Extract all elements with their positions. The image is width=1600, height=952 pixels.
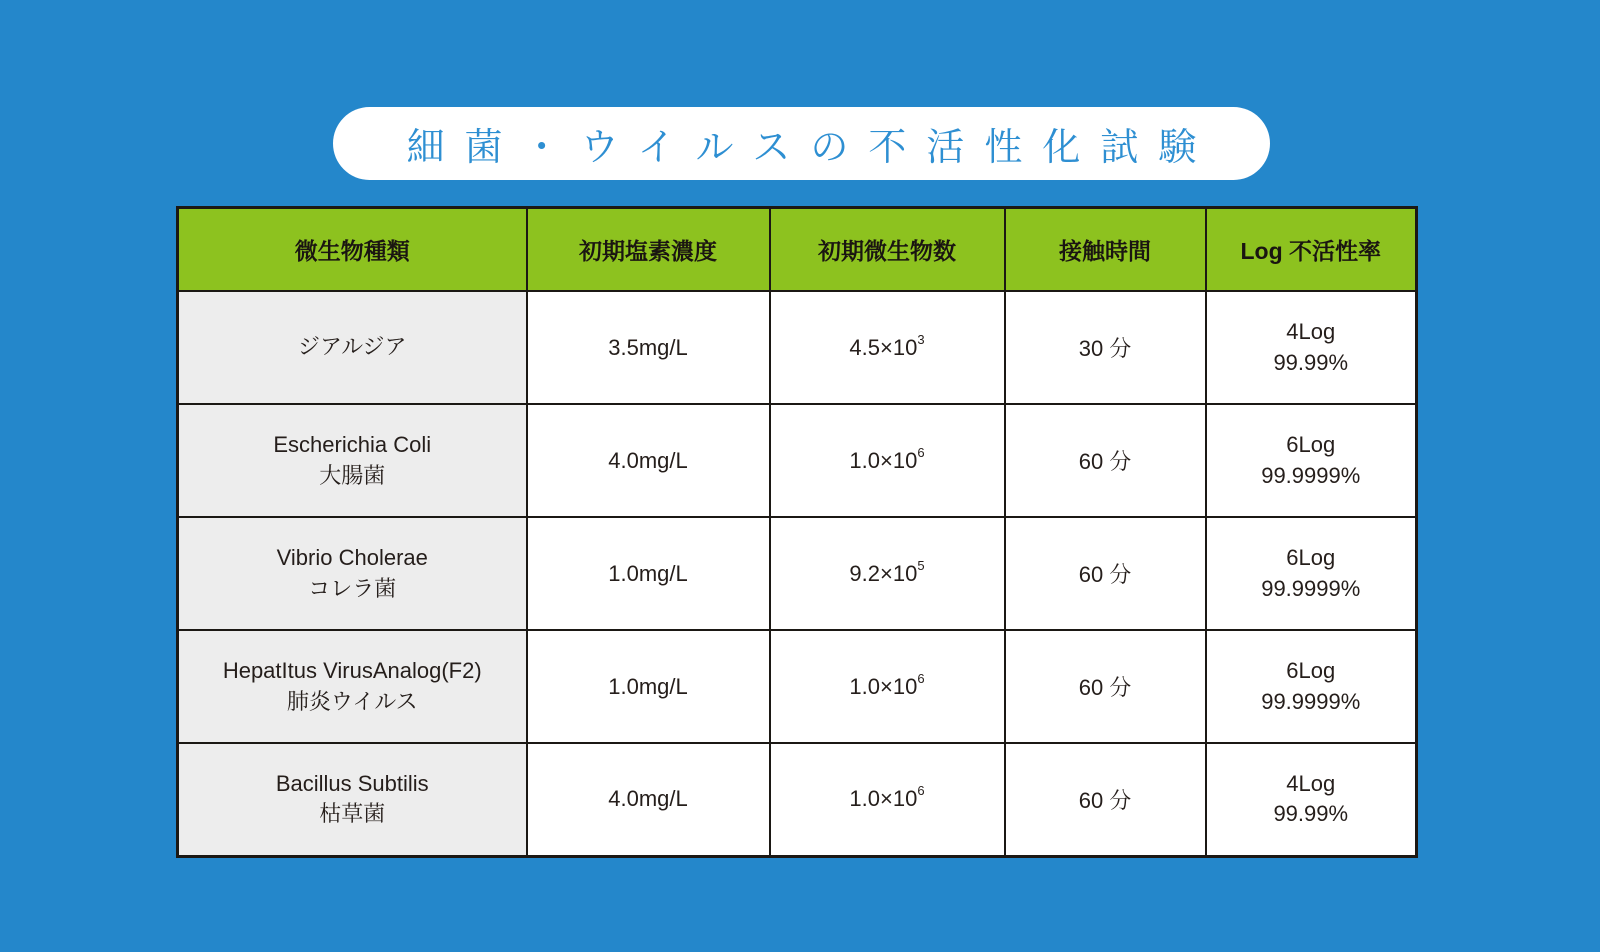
chlorine-cell: 3.5mg/L [527, 291, 770, 404]
log-rate-cell [1206, 630, 1417, 743]
header-cell-organism: 微生物種類 [178, 208, 527, 292]
contact-time-cell: 30 分 [1005, 291, 1206, 404]
table-row [178, 404, 1417, 517]
contact-time-cell: 60 分 [1005, 743, 1206, 856]
organism-name-ja: コレラ菌 [308, 575, 397, 601]
table-header-row [178, 208, 1417, 292]
chlorine-cell: 1.0mg/L [527, 630, 770, 743]
count-exponent: 3 [917, 331, 925, 347]
count-base: 1.0×10 [849, 447, 918, 473]
organism-cell [178, 404, 527, 517]
organism-name-en: HepatItus VirusAnalog(F2) [222, 658, 482, 684]
organism-name-en: Escherichia Coli [273, 432, 432, 458]
contact-time-cell: 60 分 [1005, 630, 1206, 743]
table-row [178, 291, 1417, 404]
count-exponent: 6 [917, 783, 925, 799]
table-row [178, 743, 1417, 856]
organism-name-ja: ジアルジア [297, 334, 407, 360]
initial-count-cell [770, 517, 1005, 630]
contact-time-cell: 60 分 [1005, 404, 1206, 517]
table-row [178, 517, 1417, 630]
log-percent: 99.99% [1273, 801, 1349, 827]
organism-cell [178, 291, 527, 404]
table-row [178, 630, 1417, 743]
chlorine-cell: 1.0mg/L [527, 517, 770, 630]
initial-count-cell [770, 630, 1005, 743]
initial-count-cell [770, 404, 1005, 517]
count-base: 1.0×10 [849, 786, 918, 812]
count-exponent: 6 [917, 670, 925, 686]
log-value: 6Log [1286, 545, 1336, 571]
organism-name-ja: 枯草菌 [319, 801, 386, 827]
page-title: 細菌・ウイルスの不活性化試験 [406, 127, 1217, 169]
header-cell-chlorine: 初期塩素濃度 [527, 208, 770, 292]
log-rate-cell [1206, 404, 1417, 517]
initial-count-cell [770, 743, 1005, 856]
header-cell-initial-count: 初期微生物数 [770, 208, 1005, 292]
log-value: 4Log [1286, 319, 1336, 345]
header-cell-log-rate: Log 不活性率 [1206, 208, 1417, 292]
initial-count-cell [770, 291, 1005, 404]
log-percent: 99.99% [1273, 349, 1349, 375]
log-rate-cell [1206, 743, 1417, 856]
organism-cell [178, 630, 527, 743]
count-base: 1.0×10 [849, 673, 918, 699]
count-exponent: 6 [917, 444, 925, 460]
count-exponent: 5 [917, 557, 925, 573]
contact-time-cell: 60 分 [1005, 517, 1206, 630]
organism-name-en: Bacillus Subtilis [275, 770, 429, 796]
log-percent: 99.9999% [1261, 575, 1361, 601]
organism-name-ja: 肺炎ウイルス [286, 688, 418, 714]
log-percent: 99.9999% [1261, 462, 1361, 488]
organism-cell [178, 517, 527, 630]
header-cell-contact-time: 接触時間 [1005, 208, 1206, 292]
count-base: 4.5×10 [849, 334, 918, 360]
log-percent: 99.9999% [1261, 688, 1361, 714]
log-value: 6Log [1286, 432, 1336, 458]
count-base: 9.2×10 [849, 560, 918, 586]
inactivation-test-table [176, 206, 1418, 858]
log-rate-cell [1206, 291, 1417, 404]
organism-name-en: Vibrio Cholerae [276, 545, 428, 571]
organism-name-ja: 大腸菌 [319, 462, 386, 488]
log-value: 4Log [1286, 770, 1336, 796]
chlorine-cell: 4.0mg/L [527, 743, 770, 856]
log-rate-cell [1206, 517, 1417, 630]
chlorine-cell: 4.0mg/L [527, 404, 770, 517]
title-banner [333, 107, 1270, 180]
organism-cell [178, 743, 527, 856]
log-value: 6Log [1286, 658, 1336, 684]
